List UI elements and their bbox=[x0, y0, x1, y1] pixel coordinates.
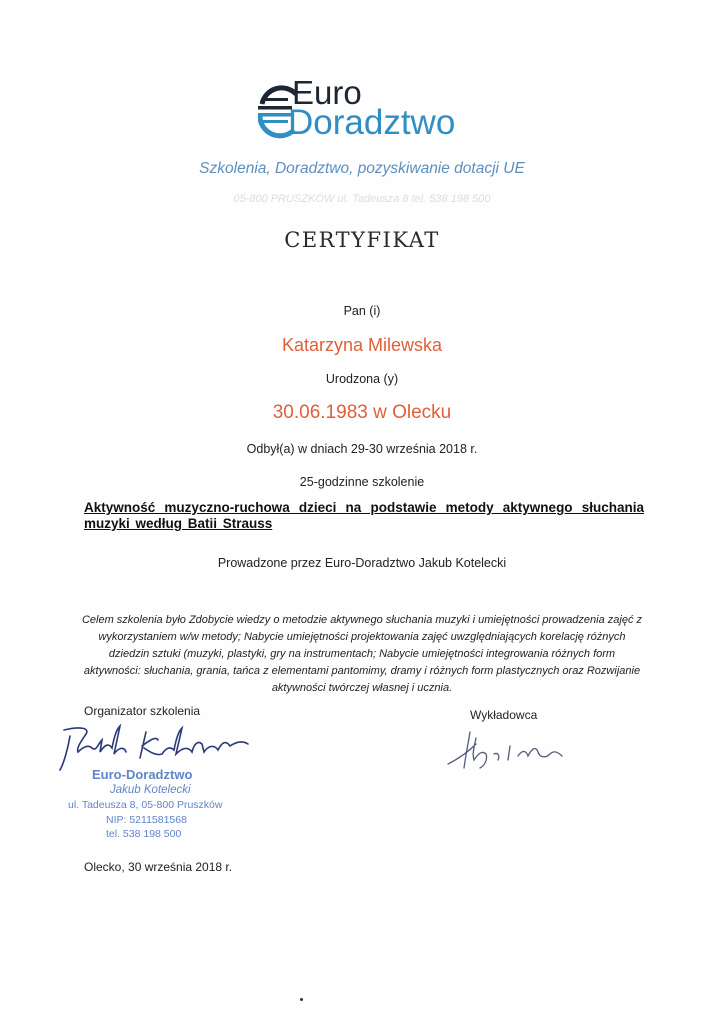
course-title: Aktywność muzyczno-ruchowa dzieci na podstawie metody aktywnego słuchania muzyki według Batii Strauss bbox=[84, 500, 644, 531]
born-label: Urodzona (y) bbox=[325, 372, 399, 386]
lecturer-label: Wykładowca bbox=[470, 708, 538, 722]
scan-speck bbox=[300, 998, 303, 1001]
recipient-name: Katarzyna Milewska bbox=[281, 335, 443, 355]
logo-text-doradztwo: Doradztwo bbox=[288, 103, 456, 142]
place-and-date: Olecko, 30 września 2018 r. bbox=[84, 860, 233, 874]
course-length: 25-godzinne szkolenie bbox=[299, 475, 425, 489]
certificate-title: CERTYFIKAT bbox=[284, 228, 440, 252]
birth-date-place: 30.06.1983 w Olecku bbox=[272, 402, 452, 423]
tagline: Szkolenia, Doradztwo, pozyskiwanie dotacji UE bbox=[199, 160, 525, 177]
salutation: Pan (i) bbox=[343, 304, 381, 318]
stamp-company: Euro-Doradztwo bbox=[92, 767, 193, 782]
attendance-dates: Odbył(a) w dniach 29-30 września 2018 r. bbox=[246, 442, 478, 456]
stamp-nip: NIP: 5211581568 bbox=[106, 814, 187, 826]
course-description: Celem szkolenia było Zdobycie wiedzy o metodzie aktywnego słuchania muzyki i umiejętności prowadzenia zajęć z wykorzystaniem w/w metody; Nabycie umiejętności projektowania zajęć uwzględniających korelację różnych dziedzin sztuki (muzyki, plastyki, gry na instrumentach; Nabycie umiejętności integrowania różnych form aktywności: słuchania, grania, tańca z elementami pantomimy, dramy i różnych form plastycznych oraz Rozwijanie aktywności twórczej własnej i ucznia. bbox=[81, 614, 643, 694]
stamp-tel: tel. 538 198 500 bbox=[106, 828, 182, 840]
stamp-address: ul. Tadeusza 8, 05-800 Pruszków bbox=[68, 799, 223, 811]
lecturer-signature-icon bbox=[440, 724, 590, 772]
stamp-person: Jakub Kotelecki bbox=[110, 784, 191, 796]
organizer-label: Organizator szkolenia bbox=[84, 704, 201, 718]
header-address: 05-800 PRUSZKÓW ul. Tadeusza 8 tel. 538 198 500 bbox=[233, 193, 491, 205]
run-by: Prowadzone przez Euro-Doradztwo Jakub Kotelecki bbox=[217, 556, 507, 570]
logo-text-euro: Euro bbox=[292, 74, 362, 111]
